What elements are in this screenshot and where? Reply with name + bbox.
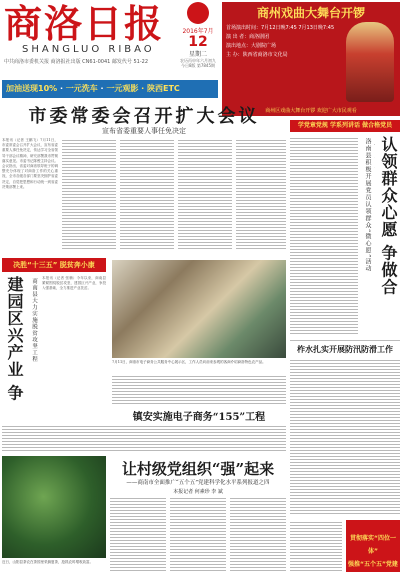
- sponsor-line: 中共商洛市委机关报 商洛报社出版 CN61-0041 邮发代号 51-22: [4, 59, 149, 65]
- bottom-right-banner-line: 贯彻落实“四位一体”: [350, 535, 396, 555]
- ad-title: 商州戏曲大舞台开锣: [256, 6, 365, 20]
- bottom-right-banner: [346, 520, 400, 572]
- left-section-body: 本报讯（记者 张楠）今年以来，商南县紧紧围绕脱贫攻坚，建园区兴产业，争投入强基础，全力推进产业扶贫。: [42, 276, 106, 291]
- opera-performer-image: [346, 22, 394, 102]
- tea-farm-photo: [2, 456, 106, 558]
- party-emblem-icon: [187, 2, 209, 24]
- bottom-story-body: [170, 496, 226, 572]
- right-vertical-headline: 认领群众心愿 争做合: [379, 136, 398, 296]
- bottom-subhead: ——商南市全面推广“五个五”党建科学化水平系列报道之四: [126, 480, 270, 486]
- date-weekday: 星期二: [188, 51, 207, 58]
- left-section-banner: 决胜“十三五” 脱贫奔小康: [2, 258, 106, 272]
- left-vertical-headline: 建园区兴产业 争: [5, 276, 24, 402]
- ad-info: [226, 24, 344, 60]
- divider: [290, 340, 400, 341]
- date-year-month: 2016年7月: [182, 28, 214, 35]
- photo-caption: 7月11日，商洛市电子商务公共服务中心展示区，工作人员向前来参观的客商介绍商洛特色农产品。: [112, 360, 266, 364]
- date-meta-2: 今日8版 第7845期: [181, 63, 215, 68]
- lead-subhead: 宣布省委重要人事任免决定: [102, 127, 186, 135]
- ad-info-line: 演 出 者：商洛剧团: [226, 34, 270, 40]
- opera-ad: [222, 2, 400, 116]
- photo-story-body: [112, 374, 286, 404]
- bottom-byline: 本报记者 何素珍 李 斌: [173, 489, 223, 495]
- right-section-banner: 学党章党规 学系列讲话 做合格党员: [290, 120, 400, 132]
- mid-headline: 镇安实施电子商务“155”工程: [132, 412, 266, 423]
- right-side-headline: 柞水扎实开展防汛防滑工作: [297, 344, 393, 354]
- ad-info-line: 首场演出时间：7月12日晚7:45 7月13日晚7:45: [226, 25, 335, 31]
- mid-story-body: [2, 424, 286, 452]
- right-vertical-subhead: 洛南县积极开展党员认领群众“微心愿”活动: [364, 138, 371, 273]
- etc-prefix: 加油送现10%: [6, 84, 58, 93]
- date-meta-1: 农历丙申年六月初九: [180, 58, 216, 63]
- ecommerce-center-photo: [112, 260, 286, 358]
- left-vertical-subhead: 商南县大力实施脱贫攻坚工程: [31, 278, 37, 363]
- lead-body-column: [236, 138, 286, 250]
- ad-info-line: 演出地点：大剧院广场: [226, 43, 277, 49]
- newspaper-logo: [4, 2, 174, 46]
- date-box: [178, 2, 218, 72]
- lead-body-column: [62, 138, 116, 250]
- date-day: 12: [188, 34, 208, 50]
- etc-middle: 一元洗车: [65, 84, 98, 93]
- etc-ad-banner: 加油送现10% · 一元洗车 · 一元观影 · 陕西ETC: [2, 80, 218, 98]
- right-side-body: [290, 358, 400, 516]
- tea-photo-caption: 近日，山阳县茶农在茶园里采摘夏茶，抢抓农时增收致富。: [2, 560, 93, 564]
- bottom-story-body: [110, 496, 166, 572]
- etc-suffix: 一元观影 · 陕西ETC: [106, 84, 180, 93]
- right-body-column: [290, 136, 358, 336]
- lead-body: 本报讯（记者 王鹏飞）7月11日，市委常委会召开扩大会议，宣布省委重要人事任免决定，传达学习全省领导干部会议精神，研究部署我市贯彻落实意见。市委书记陈俊主持会议。会议指出，省委对商洛领导班子的调整充分体现了对商洛工作的关心重视，全市各级各部门要坚决拥护省委决定，自觉把思想和行动统一到省委决策部署上来。: [2, 138, 58, 189]
- newspaper-title: 商洛日报: [4, 1, 165, 46]
- ad-footer: 商州区戏曲大舞台开锣 欢迎广大市民观看: [265, 108, 357, 114]
- ad-info-line: 主 办：陕西省商洛市文化局: [226, 52, 288, 58]
- lead-headline: 市委常委会召开扩大会议: [28, 106, 260, 127]
- bottom-headline: 让村级党组织“强”起来: [121, 460, 275, 478]
- bottom-right-banner-line: 强推“五个五”党建: [348, 561, 398, 568]
- newspaper-pinyin: SHANGLUO RIBAO: [22, 44, 155, 55]
- lead-body-column: [178, 138, 232, 250]
- bottom-story-body: [230, 496, 286, 572]
- lead-body-column: [120, 138, 174, 250]
- bottom-story-body: [290, 520, 342, 572]
